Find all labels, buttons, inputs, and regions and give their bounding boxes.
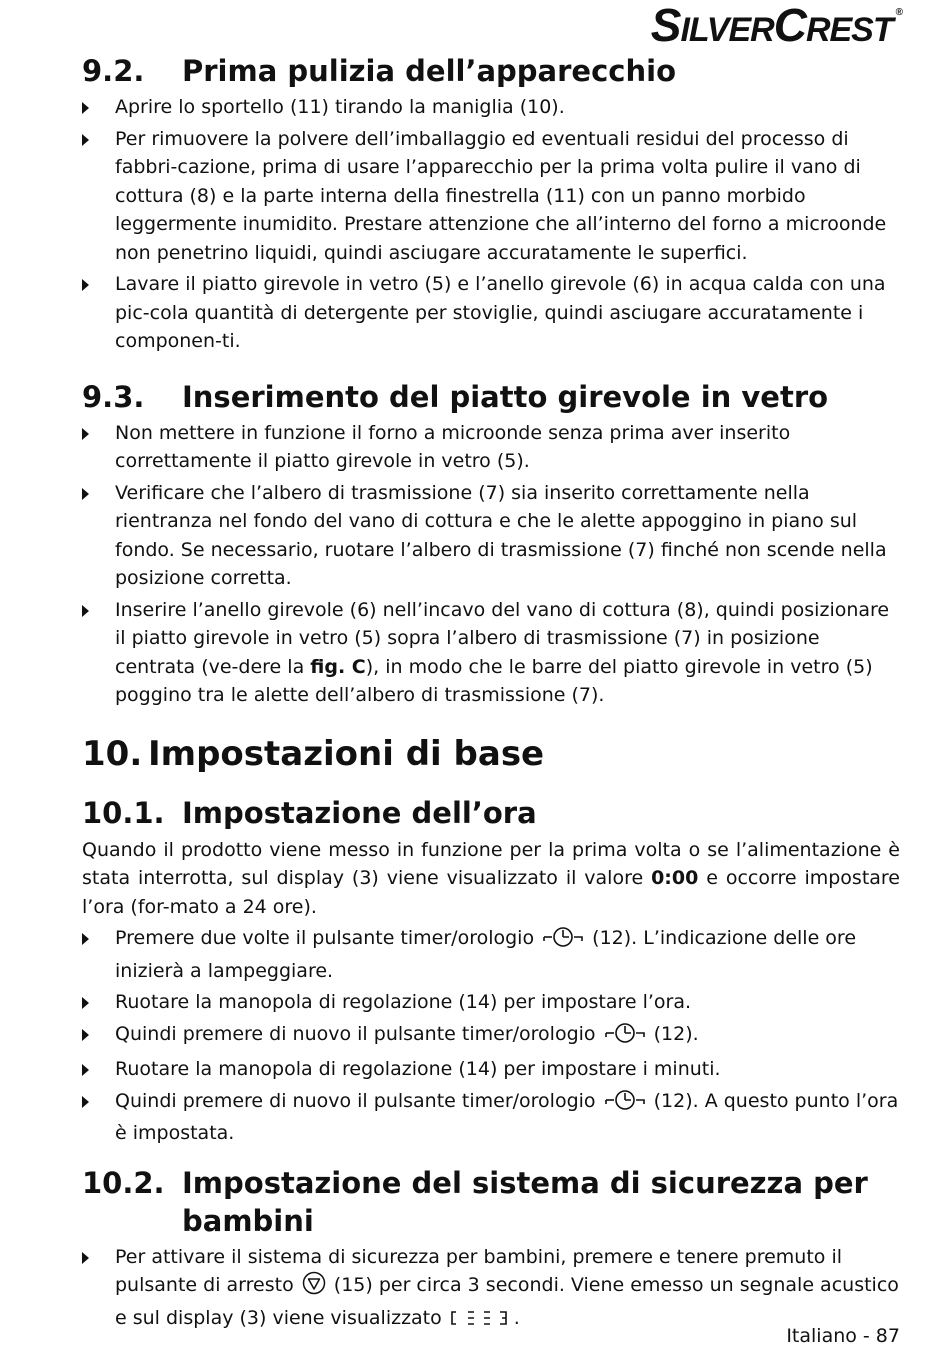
- silvercrest-logo: SILVERCREST ®: [650, 0, 902, 51]
- section-title: Inserimento del piatto girevole in vetro: [182, 379, 829, 414]
- list-item: Quindi premere di nuovo il pulsante timer/orologio (12).: [82, 1020, 900, 1053]
- list-item: Verificare che l’albero di trasmissione (7) sia inserito correttamente nella rientranza nel fondo del vano di cottura e che le alette appoggino in piano sul fondo. Se necessario, ruotare l’albero di trasmissione (7) finché non scende nella posizione corretta.: [82, 479, 900, 593]
- bullet-arrow-icon: [82, 1096, 89, 1108]
- list-item: Ruotare la manopola di regolazione (14) per impostare l’ora.: [82, 988, 900, 1017]
- intro-paragraph: Quando il prodotto viene messo in funzione per la prima volta o se l’alimentazione è stata interrotta, sul display (3) viene visualizzato il valore 0:00 e occorre impostare l’ora (for-mato a 24 ore).: [82, 838, 900, 918]
- page-footer: Italiano - 87: [786, 1325, 900, 1347]
- list-item: Premere due volte il pulsante timer/orologio (12). L’indicazione delle ore inizierà a lampeggiare.: [82, 924, 900, 985]
- list-item: Inserire l’anello girevole (6) nell’incavo del vano di cottura (8), quindi posizionare il piatto girevole in vetro (5) sopra l’albero di trasmissione (7) in posizione centrata (ve-dere la fig. C), in modo che le barre del piatto girevole in vetro (5) poggino tra le alette dell’albero di trasmissione (7).: [82, 596, 900, 710]
- figure-reference: fig. C: [310, 655, 366, 678]
- list-item: Per attivare il sistema di sicurezza per bambini, premere e tenere premuto il pulsante di arresto (15) per circa 3 secondi. Viene emesso un segnale acustico e sul display (3) viene visualizzato .: [82, 1243, 900, 1337]
- bullet-arrow-icon: [82, 1252, 89, 1264]
- timer-clock-icon: [604, 1022, 646, 1053]
- list-item: Lavare il piatto girevole in vetro (5) e l’anello girevole (6) in acqua calda con una pic-cola quantità di detergente per stoviglie, quindi asciugare accuratamente i componen-ti.: [82, 270, 900, 356]
- section-number: 10.1.: [82, 795, 165, 830]
- section-number: 10.2.: [82, 1165, 165, 1200]
- section-number: 9.2.: [82, 54, 145, 88]
- stop-button-icon: [302, 1271, 326, 1304]
- section-heading-10-1: [82, 794, 900, 832]
- bullet-list-9-2: [82, 93, 900, 356]
- list-item: Aprire lo sportello (11) tirando la maniglia (10).: [82, 93, 900, 122]
- bullet-list-10-2: [82, 1243, 900, 1337]
- bullet-list-9-3: [82, 419, 900, 710]
- chapter-title: Impostazioni di base: [148, 733, 545, 774]
- chapter-heading-10: [82, 732, 900, 776]
- bullet-arrow-icon: [82, 605, 89, 617]
- section-title: Impostazione del sistema di sicurezza per bambini: [182, 1165, 868, 1238]
- bullet-arrow-icon: [82, 997, 89, 1009]
- display-value: 0:00: [651, 867, 699, 889]
- list-item: Ruotare la manopola di regolazione (14) per impostare i minuti.: [82, 1055, 900, 1084]
- list-item: Quindi premere di nuovo il pulsante timer/orologio (12). A questo punto l’ora è impostata.: [82, 1087, 900, 1148]
- bullet-arrow-icon: [82, 428, 89, 440]
- lock-display-symbol: [450, 1308, 512, 1337]
- bullet-arrow-icon: [82, 933, 89, 945]
- chapter-number: 10.: [82, 733, 143, 774]
- section-heading-9-2: [82, 52, 900, 90]
- section-heading-10-2: [82, 1164, 900, 1240]
- page-content: [82, 52, 900, 1336]
- bullet-list-10-1: [82, 924, 900, 1148]
- bullet-arrow-icon: [82, 488, 89, 500]
- bullet-arrow-icon: [82, 102, 89, 114]
- section-heading-9-3: [82, 378, 900, 416]
- list-item: Non mettere in funzione il forno a microonde senza prima aver inserito correttamente il piatto girevole in vetro (5).: [82, 419, 900, 476]
- timer-clock-icon: [604, 1089, 646, 1120]
- bullet-arrow-icon: [82, 1064, 89, 1076]
- section-title: Prima pulizia dell’apparecchio: [182, 54, 676, 88]
- bullet-arrow-icon: [82, 134, 89, 146]
- section-number: 9.3.: [82, 379, 145, 414]
- bullet-arrow-icon: [82, 1029, 89, 1041]
- bullet-arrow-icon: [82, 279, 89, 291]
- list-item: Per rimuovere la polvere dell’imballaggio ed eventuali residui del processo di fabbri-cazione, prima di usare l’apparecchio per la prima volta pulire il vano di cottura (8) e la parte interna della finestrella (11) con un panno morbido leggermente inumidito. Prestare attenzione che all’interno del forno a microonde non penetrino liquidi, quindi asciugare accuratamente le superfici.: [82, 125, 900, 268]
- timer-clock-icon: [542, 926, 584, 957]
- section-title: Impostazione dell’ora: [182, 795, 537, 830]
